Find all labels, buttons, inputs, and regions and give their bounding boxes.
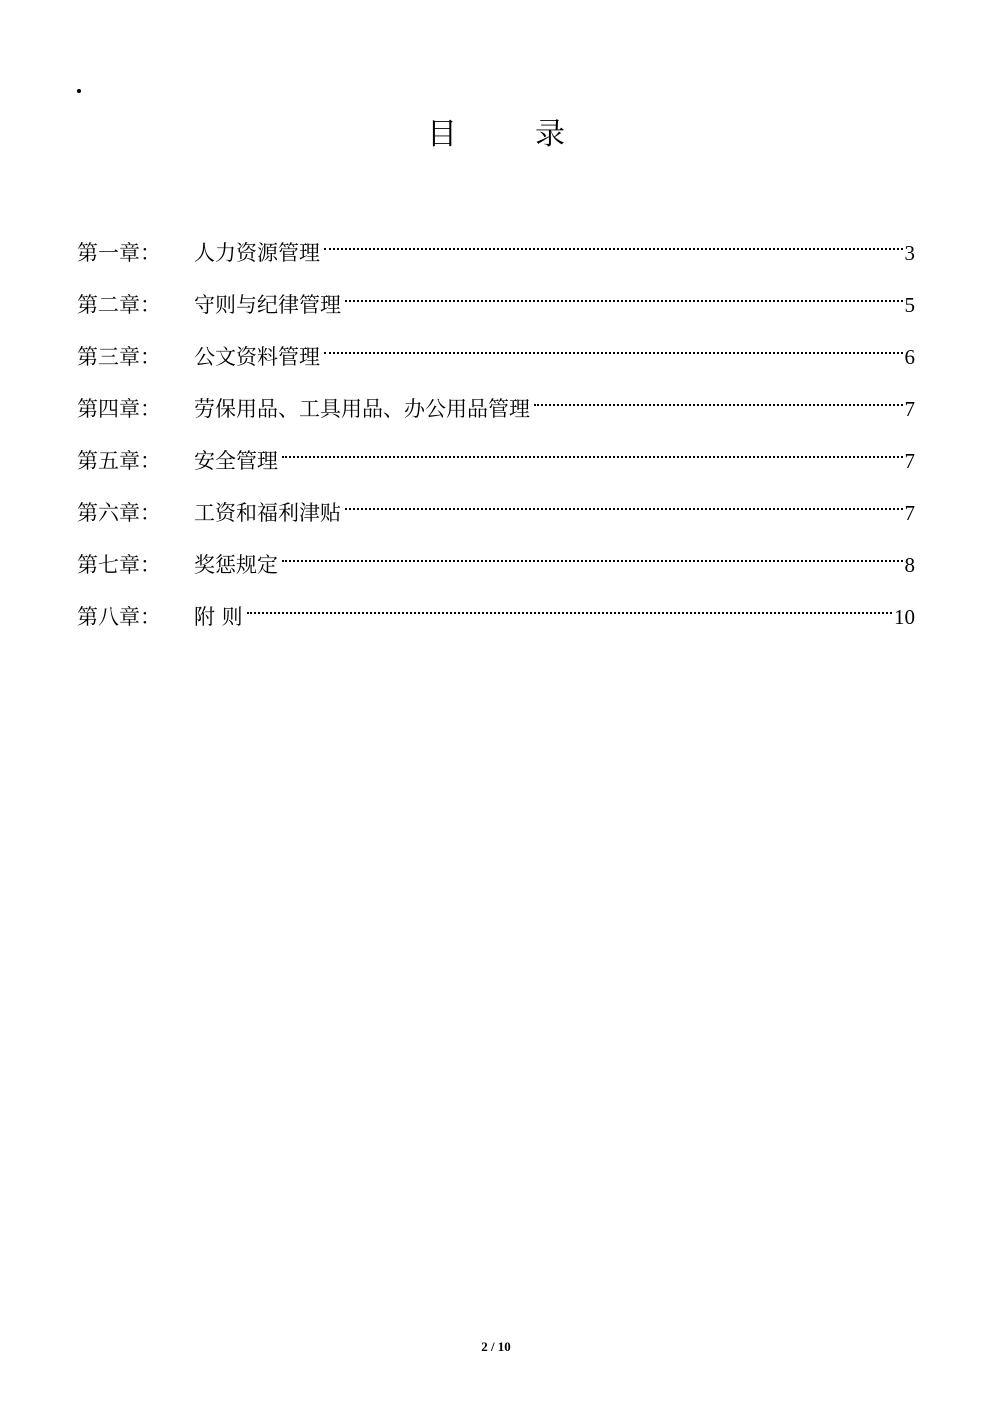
toc-entry-2[interactable] bbox=[77, 272, 915, 324]
toc-dot-leader bbox=[534, 376, 903, 416]
toc-heading: 奖惩规定 bbox=[194, 553, 278, 577]
page-footer-indicator: 2 / 10 bbox=[481, 1339, 511, 1354]
toc-heading: 劳保用品、工具用品、办公用品管理 bbox=[194, 397, 530, 421]
toc-heading: 工资和福利津贴 bbox=[194, 501, 341, 525]
toc-chapter-number: 第六章： bbox=[77, 501, 161, 525]
toc-entry-3[interactable] bbox=[77, 324, 915, 376]
toc-heading: 附 则 bbox=[194, 605, 243, 629]
toc-heading: 公文资料管理 bbox=[194, 345, 320, 369]
toc-title bbox=[0, 112, 992, 158]
toc-page-number: 7 bbox=[904, 449, 915, 473]
toc-chapter-number: 第七章： bbox=[77, 553, 161, 577]
toc-dot-leader bbox=[345, 272, 903, 312]
corner-dot-marker bbox=[77, 89, 81, 93]
toc-heading: 人力资源管理 bbox=[194, 241, 320, 265]
toc-chapter-number: 第五章： bbox=[77, 449, 161, 473]
toc-chapter-number: 第一章： bbox=[77, 241, 161, 265]
toc-chapter-number: 第二章： bbox=[77, 293, 161, 317]
toc-entry-7[interactable] bbox=[77, 532, 915, 584]
toc-entry-6[interactable] bbox=[77, 480, 915, 532]
toc-page-number: 5 bbox=[904, 293, 915, 317]
toc-entry-5[interactable] bbox=[77, 428, 915, 480]
toc-dot-leader bbox=[345, 480, 903, 520]
toc-chapter-number: 第八章： bbox=[77, 605, 161, 629]
toc-page-number: 10 bbox=[894, 605, 915, 629]
toc-page-number: 8 bbox=[904, 553, 915, 577]
toc-page-number: 7 bbox=[904, 397, 915, 421]
toc-title-char-1: 目 bbox=[427, 117, 457, 152]
toc-dot-leader bbox=[282, 532, 903, 572]
toc-dot-leader bbox=[324, 220, 903, 260]
toc-page-number: 3 bbox=[904, 241, 915, 265]
toc-page-number: 7 bbox=[904, 501, 915, 525]
toc-title-char-2: 录 bbox=[535, 117, 565, 152]
toc-chapter-number: 第三章： bbox=[77, 345, 161, 369]
toc-dot-leader bbox=[247, 584, 892, 624]
toc-entry-8[interactable] bbox=[77, 584, 915, 636]
toc-list bbox=[77, 220, 915, 636]
toc-heading: 安全管理 bbox=[194, 449, 278, 473]
toc-dot-leader bbox=[282, 428, 903, 468]
toc-entry-4[interactable] bbox=[77, 376, 915, 428]
toc-chapter-number: 第四章： bbox=[77, 397, 161, 421]
toc-entry-1[interactable] bbox=[77, 220, 915, 272]
toc-page-number: 6 bbox=[904, 345, 915, 369]
toc-heading: 守则与纪律管理 bbox=[194, 293, 341, 317]
toc-dot-leader bbox=[324, 324, 903, 364]
